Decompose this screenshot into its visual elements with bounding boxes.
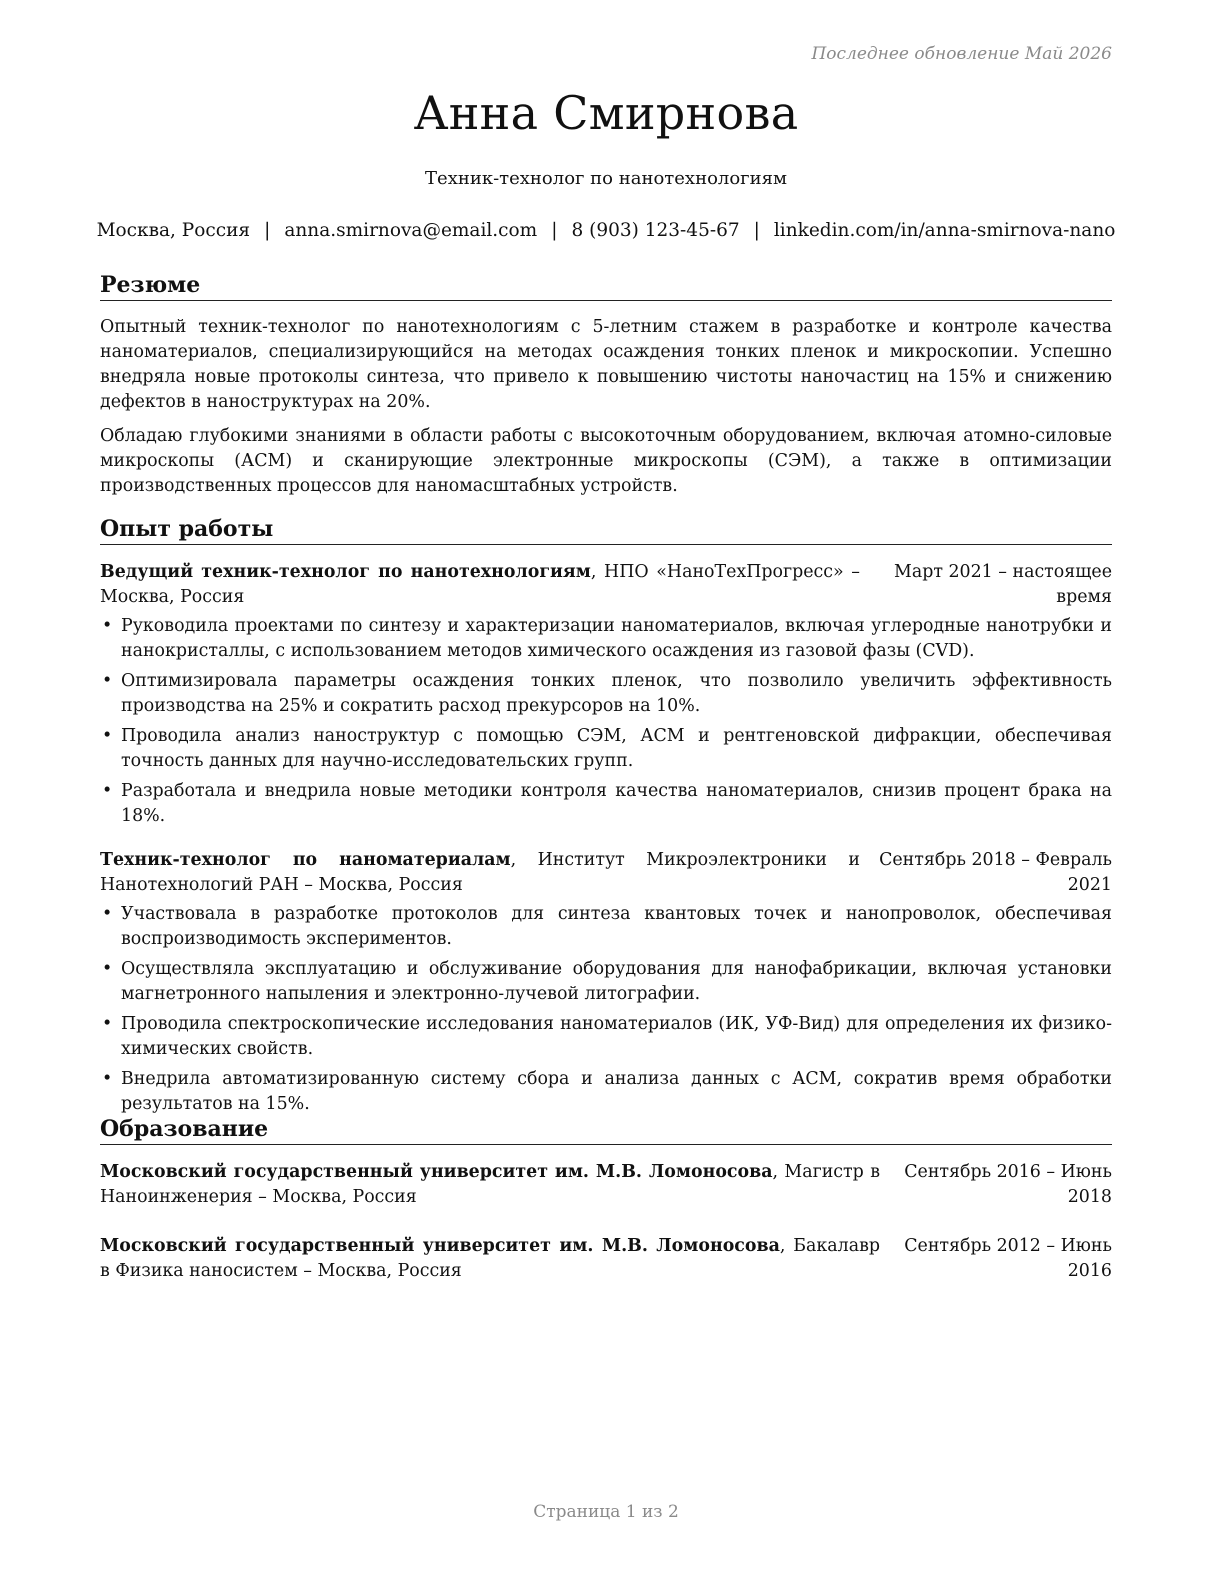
education-degree: , Бакалавр в Физика наносистем – Москва, Россия [100,1236,881,1281]
job-position-line [100,560,860,610]
job-dates-start: Сентябрь 2018 – Февраль [879,850,1112,870]
contact-linkedin[interactable]: linkedin.com/in/anna-smirnova-nano [773,220,1116,241]
job-position-line [100,848,860,898]
separator: | [264,220,271,241]
education-dates-end: 2018 [1067,1187,1112,1207]
separator: | [753,220,760,241]
education-dates-end: 2016 [1067,1261,1112,1281]
list-item: • Осуществляла эксплуатацию и обслуживание оборудования для нанофабрикации, включая установки магнетронного напыления и электронно-лучевой литографии. [100,957,1112,1007]
list-item: • Руководила проектами по синтезу и характеризации наноматериалов, включая углеродные нанотрубки и нанокристаллы, с использованием методов химического осаждения из газовой фазы (CVD). [100,614,1112,664]
page-number: Страница 1 из 2 [533,1502,679,1522]
job-dates-end: 2021 [1067,875,1112,895]
job-dates-end: время [1056,587,1112,607]
list-item: • Проводила анализ наноструктур с помощью СЭМ, АСМ и рентгеновской дифракции, обеспечивая точность данных для научно-исследовательских групп. [100,724,1112,774]
job-position: Техник-технолог по наноматериалам [100,850,511,870]
contact-line [90,220,1122,241]
job-title: Техник-технолог по нанотехнологиям [425,168,787,189]
contact-phone: 8 (903) 123-45-67 [571,220,740,241]
summary-section [100,271,1112,499]
section-title-summary: Резюме [100,271,1112,301]
job-bullets [100,614,1112,829]
education-header [100,1234,1112,1284]
education-school: Московский государственный университет им. М.В. Ломоносова [100,1236,780,1256]
education-entry [100,1160,1112,1210]
job-dates-start: Март 2021 – настоящее [894,562,1112,582]
job-bullets [100,902,1112,1117]
list-item: • Участвовала в разработке протоколов для синтеза квантовых точек и нанопроволок, обеспечивая воспроизводимость экспериментов. [100,902,1112,952]
section-title-experience: Опыт работы [100,515,1112,545]
education-school: Московский государственный университет им. М.В. Ломоносова [100,1162,773,1182]
education-dates [904,1160,1112,1210]
list-item: • Оптимизировала параметры осаждения тонких пленок, что позволило увеличить эффективность производства на 25% и сократить расход прекурсоров на 10%. [100,669,1112,719]
education-dates-start: Сентябрь 2016 – Июнь [904,1162,1112,1182]
education-school-line [100,1234,880,1284]
list-item: • Разработала и внедрила новые методики контроля качества наноматериалов, снизив процент брака на 18%. [100,779,1112,829]
job-entry [100,848,1112,1117]
list-item: • Проводила спектроскопические исследования наноматериалов (ИК, УФ-Вид) для определения их физико-химических свойств. [100,1012,1112,1062]
contact-location: Москва, Россия [96,220,251,241]
candidate-name: Анна Смирнова [413,86,799,140]
education-header [100,1160,1112,1210]
job-organization: , Институт Микроэлектроники и Нанотехнологий РАН – Москва, Россия [100,850,860,895]
job-dates [879,848,1112,898]
experience-section [100,515,1112,1122]
resume-page [96,0,1116,1584]
summary-paragraph: Опытный техник-технолог по нанотехнологиям с 5-летним стажем в разработке и контроле качества наноматериалов, специализирующийся на методах осаждения тонких пленок и микроскопии. Успешно внедряла новые протоколы синтеза, что привело к повышению чистоты наночастиц на 15% и снижению дефектов в наноструктурах на 20%. [100,317,1112,412]
contact-email[interactable]: anna.smirnova@email.com [284,220,538,241]
education-dates [904,1234,1112,1284]
section-title-education: Образование [100,1115,1112,1145]
job-header [100,848,1112,898]
job-position: Ведущий техник-технолог по нанотехнологиям [100,562,591,582]
education-dates-start: Сентябрь 2012 – Июнь [904,1236,1112,1256]
education-degree: , Магистр в Наноинженерия – Москва, Россия [100,1162,880,1207]
job-organization: , НПО «НаноТехПрогресс» – Москва, Россия [100,562,860,607]
job-dates [894,560,1112,610]
summary-paragraph: Обладаю глубокими знаниями в области работы с высокоточным оборудованием, включая атомно-силовые микроскопы (АСМ) и сканирующие электронные микроскопы (СЭМ), а также в оптимизации производственных процессов для наномасштабных устройств. [100,426,1112,496]
education-school-line [100,1160,880,1210]
separator: | [551,220,558,241]
job-entry [100,560,1112,829]
education-entry [100,1234,1112,1284]
last-updated: Последнее обновление Май 2026 [811,44,1112,64]
education-section [100,1115,1112,1284]
list-item: • Внедрила автоматизированную систему сбора и анализа данных с АСМ, сократив время обработки результатов на 15%. [100,1067,1112,1117]
job-header [100,560,1112,610]
